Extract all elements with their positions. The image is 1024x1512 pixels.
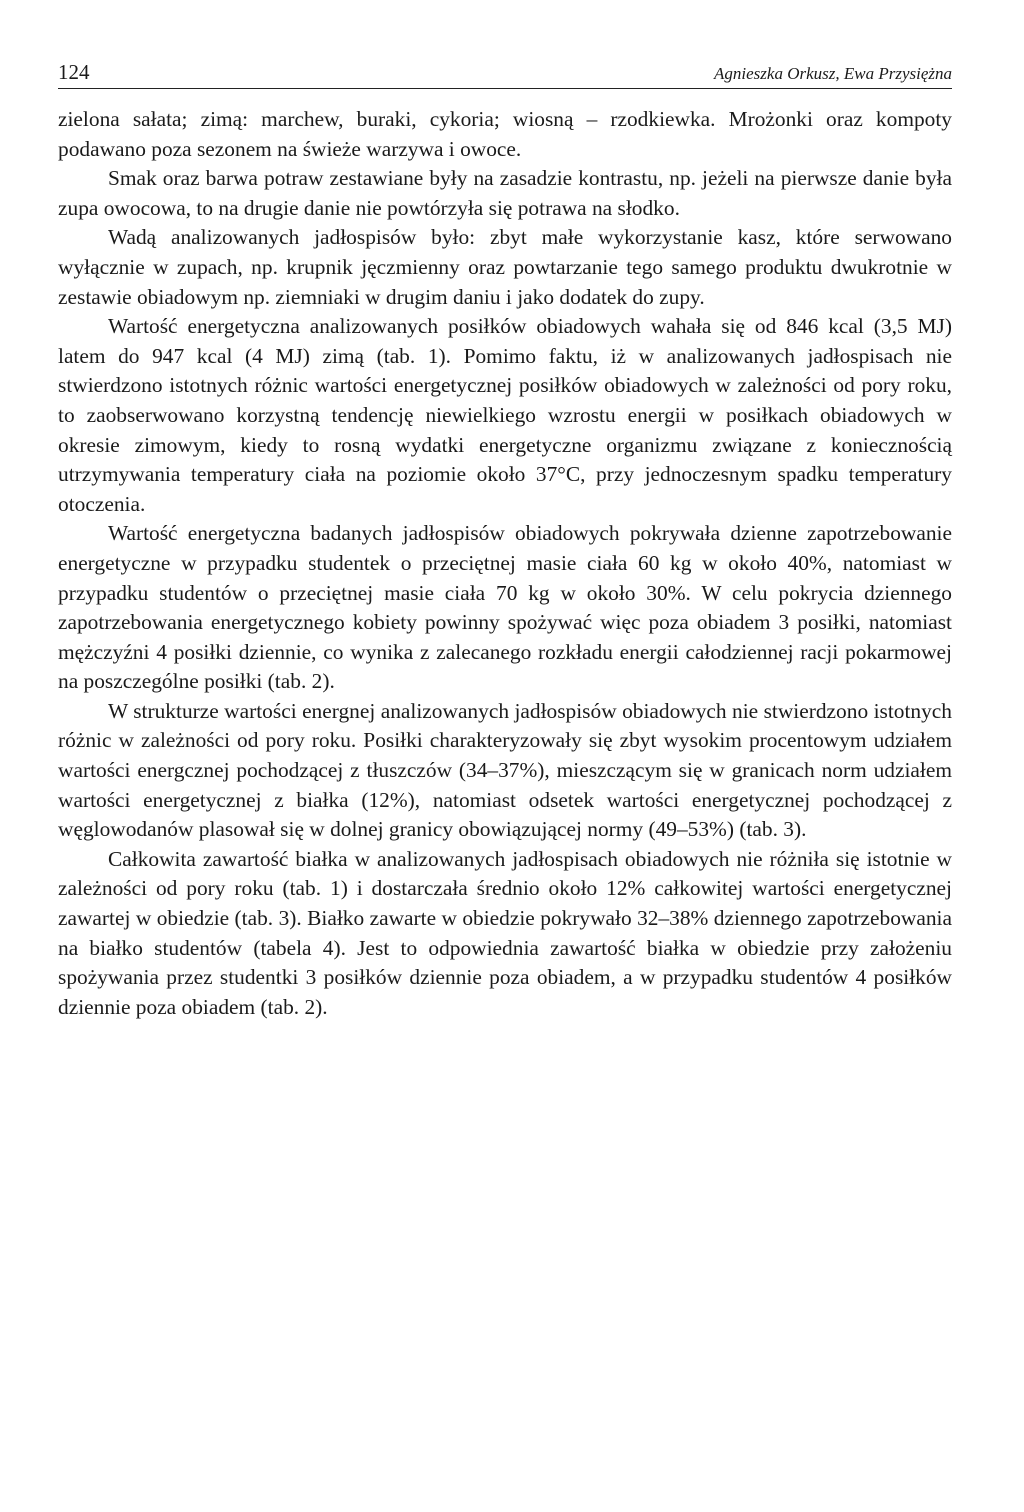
document-page: [58, 52, 952, 1022]
paragraph-menu-flaws: Wadą analizowanych jadłospisów było: zbyt małe wykorzystanie kasz, które serwowano wyłącznie w zupach, np. krupnik jęczmienny oraz powtarzanie tego samego produktu dwukrotnie w zestawie obiadowym np. ziemniaki w drugim daniu i jako dodatek do zupy.: [58, 225, 952, 309]
page-number: 124: [58, 60, 90, 84]
paragraph-energy-coverage: Wartość energetyczna badanych jadłospisów obiadowych pokrywała dzienne zapotrzebowanie energetyczne w przypadku studentek o przeciętnej masie ciała 60 kg w około 40%, natomiast w przypadku studentów o przeciętnej masie ciała 70 kg w około 30%. W celu pokrycia dziennego zapotrzebowania energetycznego kobiety powinny spożywać więc poza obiadem 3 posiłki, natomiast mężczyźni 4 posiłki dziennie, co wynika z zalecanego rozkładu energii całodziennej racji pokarmowej na poszczególne posiłki (tab. 2).: [58, 521, 952, 694]
running-header: [58, 52, 952, 89]
paragraph-energy-structure: W strukturze wartości energnej analizowanych jadłospisów obiadowych nie stwierdzono istotnych różnic w zależności od pory roku. Posiłki charakteryzowały się zbyt wysokim procentowym udziałem wartości energcznej pochodzącej z tłuszczów (34–37%), mieszczącym się w granicach norm udziałem wartości energetycznej z białka (12%), natomiast odsetek wartości energetycznej pochodzącej z węglowodanów plasował się w dolnej granicy obowiązującej normy (49–53%) (tab. 3).: [58, 698, 952, 842]
paragraph-taste-color: Smak oraz barwa potraw zestawiane były na zasadzie kontrastu, np. jeżeli na pierwsze danie była zupa owocowa, to na drugie danie nie powtórzyła się potrawa na słodko.: [58, 166, 952, 220]
paragraph-continuation: zielona sałata; zimą: marchew, buraki, cykoria; wiosną – rzodkiewka. Mrożonki oraz kompoty podawano poza sezonem na świeże warzywa i owoce.: [58, 107, 952, 161]
paragraph-energy-value: Wartość energetyczna analizowanych posiłków obiadowych wahała się od 846 kcal (3,5 MJ) latem do 947 kcal (4 MJ) zimą (tab. 1). Pomimo faktu, iż w analizowanych jadłospisach nie stwierdzono istotnych różnic wartości energetycznej posiłków obiadowych w zależności od pory roku, to zaobserwowano korzystną tendencję niewielkiego wzrostu energii w posiłkach obiadowych w okresie zimowym, kiedy to rosną wydatki energetyczne organizmu związane z koniecznością utrzymywania temperatury ciała na poziomie około 37°C, przy jednoczesnym spadku temperatury otoczenia.: [58, 314, 952, 516]
paragraph-protein-content: Całkowita zawartość białka w analizowanych jadłospisach obiadowych nie różniła się istotnie w zależności od pory roku (tab. 1) i dostarczała średnio około 12% całkowitej wartości energetycznej zawartej w obiedzie (tab. 3). Białko zawarte w obiedzie pokrywało 32–38% dziennego zapotrzebowania na białko studentów (tabela 4). Jest to odpowiednia zawartość białka w obiedzie przy założeniu spożywania przez studentki 3 posiłków dziennie poza obiadem, a w przypadku studentów 4 posiłków dziennie poza obiadem (tab. 2).: [58, 846, 952, 1019]
running-head-authors: Agnieszka Orkusz, Ewa Przysiężna: [714, 64, 952, 83]
body-text: [58, 105, 952, 1022]
